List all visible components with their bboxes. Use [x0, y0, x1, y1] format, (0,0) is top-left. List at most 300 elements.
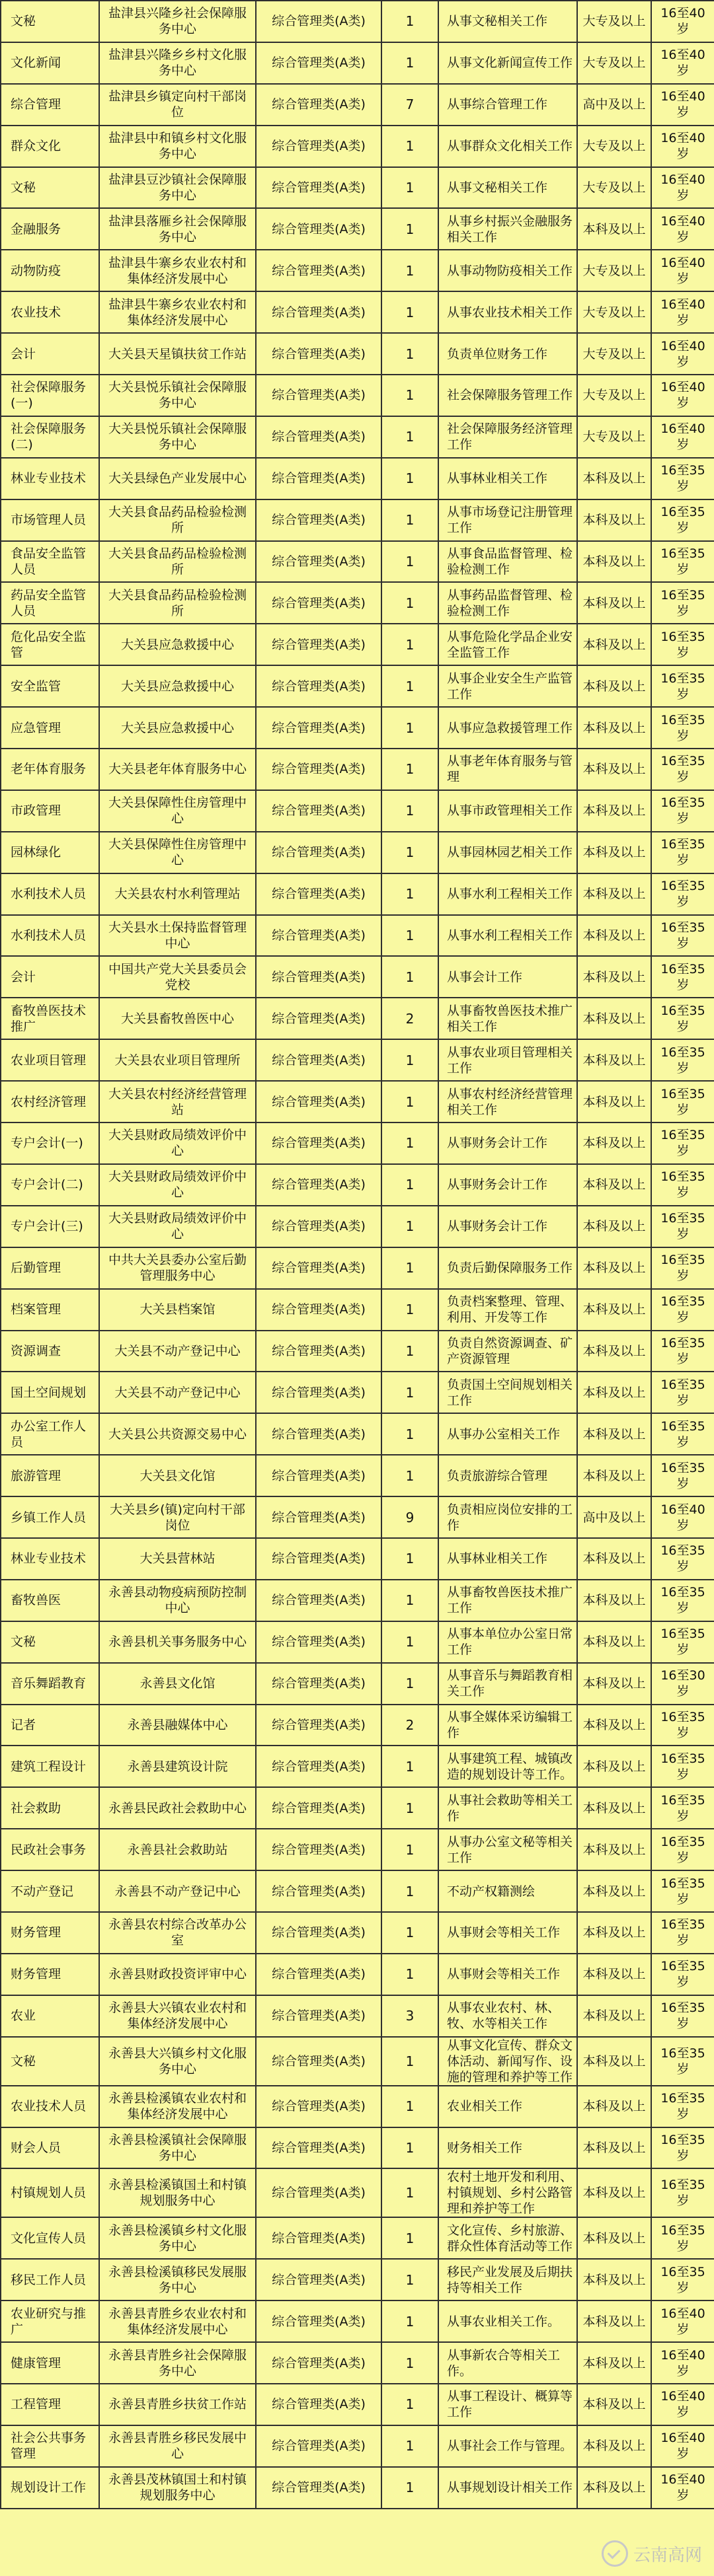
education-cell: 本科及以上	[577, 1663, 651, 1705]
education-cell: 本科及以上	[577, 749, 651, 790]
employer-cell: 永善县大兴镇农业农村和集体经济发展中心	[99, 1995, 256, 2037]
post-name-cell: 药品安全监管人员	[1, 582, 99, 624]
employer-cell: 盐津县落雁乡社会保障服务中心	[99, 208, 256, 250]
duties-cell: 从事应急救援管理工作	[438, 707, 577, 749]
age-range-cell: 16至35岁	[651, 956, 714, 998]
category-cell: 综合管理类(A类)	[256, 126, 381, 167]
duties-cell: 农村土地开发和利用、村镇规划、乡村公路管理和养护等工作	[438, 2168, 577, 2217]
headcount-cell: 2	[381, 1705, 438, 1746]
post-name-cell: 专户会计(三)	[1, 1206, 99, 1247]
headcount-cell: 1	[381, 291, 438, 333]
duties-cell: 从事文秘相关工作	[438, 167, 577, 209]
table-row	[1, 624, 714, 665]
table-row	[1, 582, 714, 624]
duties-cell: 从事文秘相关工作	[438, 1, 577, 42]
category-cell: 综合管理类(A类)	[256, 250, 381, 291]
headcount-cell: 1	[381, 1870, 438, 1912]
education-cell: 本科及以上	[577, 582, 651, 624]
employer-cell: 大关县应急救援中心	[99, 665, 256, 707]
employer-cell: 大关县保障性住房管理中心	[99, 832, 256, 873]
headcount-cell: 1	[381, 208, 438, 250]
headcount-cell: 1	[381, 1164, 438, 1206]
post-name-cell: 文秘	[1, 2037, 99, 2086]
age-range-cell: 16至40岁	[651, 2425, 714, 2467]
education-cell: 本科及以上	[577, 707, 651, 749]
headcount-cell: 1	[381, 2467, 438, 2509]
table-row	[1, 1870, 714, 1912]
headcount-cell: 1	[381, 2300, 438, 2342]
age-range-cell: 16至35岁	[651, 1247, 714, 1289]
table-row	[1, 1455, 714, 1496]
age-range-cell: 16至35岁	[651, 1206, 714, 1247]
post-name-cell: 农业技术	[1, 291, 99, 333]
age-range-cell: 16至35岁	[651, 2086, 714, 2127]
headcount-cell: 7	[381, 84, 438, 126]
education-cell: 本科及以上	[577, 2217, 651, 2259]
category-cell: 综合管理类(A类)	[256, 665, 381, 707]
employer-cell: 永善县不动产登记中心	[99, 1870, 256, 1912]
category-cell: 综合管理类(A类)	[256, 707, 381, 749]
post-name-cell: 林业专业技术	[1, 458, 99, 499]
duties-cell: 从事林业相关工作	[438, 458, 577, 499]
post-name-cell: 危化品安全监管	[1, 624, 99, 665]
post-name-cell: 社会保障服务(一)	[1, 375, 99, 416]
headcount-cell: 1	[381, 2384, 438, 2425]
post-name-cell: 社会公共事务管理	[1, 2425, 99, 2467]
duties-cell: 从事社会工作与管理。	[438, 2425, 577, 2467]
employer-cell: 永善县建筑设计院	[99, 1746, 256, 1787]
table-row	[1, 998, 714, 1039]
duties-cell: 从事财会等相关工作	[438, 1954, 577, 1995]
age-range-cell: 16至40岁	[651, 416, 714, 458]
post-name-cell: 文秘	[1, 1621, 99, 1663]
age-range-cell: 16至35岁	[651, 1289, 714, 1331]
post-name-cell: 综合管理	[1, 84, 99, 126]
employer-cell: 中共大关县委办公室后勤管理服务中心	[99, 1247, 256, 1289]
education-cell: 本科及以上	[577, 1870, 651, 1912]
headcount-cell: 1	[381, 832, 438, 873]
education-cell: 本科及以上	[577, 499, 651, 541]
category-cell: 综合管理类(A类)	[256, 42, 381, 84]
education-cell: 本科及以上	[577, 2259, 651, 2300]
headcount-cell: 1	[381, 873, 438, 915]
table-row	[1, 1413, 714, 1455]
category-cell: 综合管理类(A类)	[256, 1289, 381, 1331]
employer-cell: 大关县不动产登记中心	[99, 1372, 256, 1413]
education-cell: 本科及以上	[577, 208, 651, 250]
headcount-cell: 1	[381, 499, 438, 541]
headcount-cell: 1	[381, 333, 438, 375]
duties-cell: 从事综合管理工作	[438, 84, 577, 126]
table-row	[1, 1122, 714, 1164]
education-cell: 本科及以上	[577, 1372, 651, 1413]
education-cell: 本科及以上	[577, 2300, 651, 2342]
employer-cell: 永善县农村综合改革办公室	[99, 1912, 256, 1954]
headcount-cell: 1	[381, 1039, 438, 1081]
table-row	[1, 1331, 714, 1372]
age-range-cell: 16至35岁	[651, 1413, 714, 1455]
post-name-cell: 专户会计(二)	[1, 1164, 99, 1206]
education-cell: 本科及以上	[577, 2037, 651, 2086]
education-cell: 本科及以上	[577, 2127, 651, 2169]
duties-cell: 从事文化新闻宣传工作	[438, 42, 577, 84]
headcount-cell: 1	[381, 1122, 438, 1164]
employer-cell: 大关县食品药品检验检测所	[99, 499, 256, 541]
headcount-cell: 1	[381, 1, 438, 42]
education-cell: 大专及以上	[577, 375, 651, 416]
headcount-cell: 1	[381, 250, 438, 291]
duties-cell: 从事市政管理相关工作	[438, 790, 577, 832]
table-row	[1, 749, 714, 790]
category-cell: 综合管理类(A类)	[256, 1663, 381, 1705]
duties-cell: 从事园林园艺相关工作	[438, 832, 577, 873]
age-range-cell: 16至40岁	[651, 375, 714, 416]
duties-cell: 从事会计工作	[438, 956, 577, 998]
employer-cell: 盐津县兴隆乡社会保障服务中心	[99, 1, 256, 42]
headcount-cell: 1	[381, 2086, 438, 2127]
headcount-cell: 1	[381, 1829, 438, 1870]
category-cell: 综合管理类(A类)	[256, 2086, 381, 2127]
duties-cell: 负责相应岗位安排的工作	[438, 1496, 577, 1538]
category-cell: 综合管理类(A类)	[256, 1081, 381, 1122]
post-name-cell: 食品安全监管人员	[1, 541, 99, 583]
table-row	[1, 2425, 714, 2467]
education-cell: 本科及以上	[577, 1538, 651, 1580]
headcount-cell: 1	[381, 915, 438, 957]
category-cell: 综合管理类(A类)	[256, 749, 381, 790]
post-name-cell: 水利技术人员	[1, 915, 99, 957]
table-row	[1, 1954, 714, 1995]
table-row	[1, 1, 714, 42]
age-range-cell: 16至35岁	[651, 1580, 714, 1621]
employer-cell: 大关县文化馆	[99, 1455, 256, 1496]
education-cell: 本科及以上	[577, 1122, 651, 1164]
category-cell: 综合管理类(A类)	[256, 333, 381, 375]
watermark-text: 云南高网	[633, 2545, 702, 2565]
headcount-cell: 1	[381, 2127, 438, 2169]
age-range-cell: 16至30岁	[651, 1663, 714, 1705]
duties-cell: 从事新农合等相关工作。	[438, 2342, 577, 2384]
category-cell: 综合管理类(A类)	[256, 2217, 381, 2259]
table-row	[1, 1705, 714, 1746]
post-name-cell: 财务管理	[1, 1912, 99, 1954]
headcount-cell: 1	[381, 956, 438, 998]
employer-cell: 大关县绿色产业发展中心	[99, 458, 256, 499]
table-row	[1, 1081, 714, 1122]
education-cell: 本科及以上	[577, 1289, 651, 1331]
employer-cell: 永善县茂林镇国土和村镇规划服务中心	[99, 2467, 256, 2509]
education-cell: 本科及以上	[577, 2425, 651, 2467]
education-cell: 本科及以上	[577, 1455, 651, 1496]
duties-cell: 从事食品监督管理、检验检测工作	[438, 541, 577, 583]
age-range-cell: 16至35岁	[651, 541, 714, 583]
education-cell: 本科及以上	[577, 1995, 651, 2037]
employer-cell: 大关县财政局绩效评价中心	[99, 1122, 256, 1164]
category-cell: 综合管理类(A类)	[256, 1372, 381, 1413]
age-range-cell: 16至35岁	[651, 2217, 714, 2259]
duties-cell: 从事文化宣传、群众文体活动、新闻写作、设施的管理和养护等工作	[438, 2037, 577, 2086]
post-name-cell: 不动产登记	[1, 1870, 99, 1912]
category-cell: 综合管理类(A类)	[256, 499, 381, 541]
age-range-cell: 16至35岁	[651, 873, 714, 915]
age-range-cell: 16至40岁	[651, 2384, 714, 2425]
age-range-cell: 16至35岁	[651, 1870, 714, 1912]
headcount-cell: 1	[381, 1289, 438, 1331]
category-cell: 综合管理类(A类)	[256, 2342, 381, 2384]
employer-cell: 永善县青胜乡扶贫工作站	[99, 2384, 256, 2425]
category-cell: 综合管理类(A类)	[256, 1787, 381, 1829]
post-name-cell: 健康管理	[1, 2342, 99, 2384]
table-row	[1, 458, 714, 499]
post-name-cell: 安全监管	[1, 665, 99, 707]
post-name-cell: 农业项目管理	[1, 1039, 99, 1081]
employer-cell: 大关县不动产登记中心	[99, 1331, 256, 1372]
category-cell: 综合管理类(A类)	[256, 2425, 381, 2467]
headcount-cell: 1	[381, 1621, 438, 1663]
table-row	[1, 1787, 714, 1829]
education-cell: 本科及以上	[577, 1787, 651, 1829]
table-row	[1, 208, 714, 250]
age-range-cell: 16至35岁	[651, 2259, 714, 2300]
table-row	[1, 1289, 714, 1331]
duties-cell: 从事水利工程相关工作	[438, 873, 577, 915]
post-name-cell: 老年体育服务	[1, 749, 99, 790]
category-cell: 综合管理类(A类)	[256, 1829, 381, 1870]
category-cell: 综合管理类(A类)	[256, 291, 381, 333]
duties-cell: 从事农村经济经营管理相关工作	[438, 1081, 577, 1122]
education-cell: 大专及以上	[577, 42, 651, 84]
education-cell: 本科及以上	[577, 1039, 651, 1081]
table-row	[1, 1829, 714, 1870]
table-row	[1, 42, 714, 84]
duties-cell: 从事财务会计工作	[438, 1122, 577, 1164]
education-cell: 大专及以上	[577, 333, 651, 375]
headcount-cell: 1	[381, 1081, 438, 1122]
post-name-cell: 畜牧兽医技术推广	[1, 998, 99, 1039]
age-range-cell: 16至40岁	[651, 333, 714, 375]
education-cell: 大专及以上	[577, 291, 651, 333]
employer-cell: 大关县悦乐镇社会保障服务中心	[99, 416, 256, 458]
employer-cell: 永善县青胜乡移民发展中心	[99, 2425, 256, 2467]
table-row	[1, 1663, 714, 1705]
education-cell: 本科及以上	[577, 2467, 651, 2509]
table-row	[1, 2037, 714, 2086]
post-name-cell: 档案管理	[1, 1289, 99, 1331]
duties-cell: 文化宣传、乡村旅游、群众性体育活动等工作	[438, 2217, 577, 2259]
post-name-cell: 社会救助	[1, 1787, 99, 1829]
education-cell: 大专及以上	[577, 126, 651, 167]
employer-cell: 永善县青胜乡农业农村和集体经济发展中心	[99, 2300, 256, 2342]
duties-cell: 从事全媒体采访编辑工作	[438, 1705, 577, 1746]
table-row	[1, 790, 714, 832]
age-range-cell: 16至35岁	[651, 1787, 714, 1829]
education-cell: 本科及以上	[577, 1331, 651, 1372]
education-cell: 本科及以上	[577, 1705, 651, 1746]
headcount-cell: 1	[381, 2037, 438, 2086]
employer-cell: 大关县畜牧兽医中心	[99, 998, 256, 1039]
age-range-cell: 16至35岁	[651, 665, 714, 707]
table-row	[1, 167, 714, 209]
table-row	[1, 665, 714, 707]
employer-cell: 永善县检溪镇农业农村和集体经济发展中心	[99, 2086, 256, 2127]
age-range-cell: 16至35岁	[651, 1331, 714, 1372]
age-range-cell: 16至35岁	[651, 749, 714, 790]
headcount-cell: 1	[381, 1746, 438, 1787]
category-cell: 综合管理类(A类)	[256, 1496, 381, 1538]
category-cell: 综合管理类(A类)	[256, 1746, 381, 1787]
headcount-cell: 1	[381, 42, 438, 84]
age-range-cell: 16至40岁	[651, 2342, 714, 2384]
table-row	[1, 1621, 714, 1663]
employer-cell: 大关县营林站	[99, 1538, 256, 1580]
duties-cell: 从事办公室相关工作	[438, 1413, 577, 1455]
age-range-cell: 16至35岁	[651, 707, 714, 749]
post-name-cell: 资源调查	[1, 1331, 99, 1372]
education-cell: 本科及以上	[577, 1912, 651, 1954]
post-name-cell: 市场管理人员	[1, 499, 99, 541]
post-name-cell: 农业研究与推广	[1, 2300, 99, 2342]
category-cell: 综合管理类(A类)	[256, 1580, 381, 1621]
table-row	[1, 2384, 714, 2425]
headcount-cell: 1	[381, 1247, 438, 1289]
table-row	[1, 707, 714, 749]
employer-cell: 盐津县豆沙镇社会保障服务中心	[99, 167, 256, 209]
education-cell: 本科及以上	[577, 541, 651, 583]
headcount-cell: 1	[381, 707, 438, 749]
employer-cell: 大关县悦乐镇社会保障服务中心	[99, 375, 256, 416]
duties-cell: 从事农业项目管理相关工作	[438, 1039, 577, 1081]
post-name-cell: 群众文化	[1, 126, 99, 167]
headcount-cell: 1	[381, 1954, 438, 1995]
post-name-cell: 农业技术人员	[1, 2086, 99, 2127]
post-name-cell: 国土空间规划	[1, 1372, 99, 1413]
duties-cell: 从事企业安全生产监管工作	[438, 665, 577, 707]
headcount-cell: 1	[381, 2168, 438, 2217]
age-range-cell: 16至35岁	[651, 790, 714, 832]
age-range-cell: 16至35岁	[651, 1705, 714, 1746]
employer-cell: 永善县青胜乡社会保障服务中心	[99, 2342, 256, 2384]
employer-cell: 永善县检溪镇国土和村镇规划服务中心	[99, 2168, 256, 2217]
table-row	[1, 2259, 714, 2300]
table-row	[1, 250, 714, 291]
employer-cell: 大关县乡(镇)定向村干部岗位	[99, 1496, 256, 1538]
education-cell: 本科及以上	[577, 1829, 651, 1870]
employer-cell: 永善县财政投资评审中心	[99, 1954, 256, 1995]
age-range-cell: 16至40岁	[651, 250, 714, 291]
age-range-cell: 16至35岁	[651, 832, 714, 873]
education-cell: 本科及以上	[577, 2086, 651, 2127]
headcount-cell: 1	[381, 416, 438, 458]
duties-cell: 从事财务会计工作	[438, 1164, 577, 1206]
post-name-cell: 应急管理	[1, 707, 99, 749]
age-range-cell: 16至40岁	[651, 1, 714, 42]
category-cell: 综合管理类(A类)	[256, 1995, 381, 2037]
age-range-cell: 16至40岁	[651, 42, 714, 84]
education-cell: 本科及以上	[577, 873, 651, 915]
table-row	[1, 291, 714, 333]
post-name-cell: 专户会计(一)	[1, 1122, 99, 1164]
category-cell: 综合管理类(A类)	[256, 458, 381, 499]
category-cell: 综合管理类(A类)	[256, 873, 381, 915]
category-cell: 综合管理类(A类)	[256, 1039, 381, 1081]
category-cell: 综合管理类(A类)	[256, 167, 381, 209]
table-row	[1, 1580, 714, 1621]
table-row	[1, 84, 714, 126]
duties-cell: 从事办公室文秘等相关工作	[438, 1829, 577, 1870]
age-range-cell: 16至35岁	[651, 1372, 714, 1413]
headcount-cell: 1	[381, 1912, 438, 1954]
headcount-cell: 1	[381, 1580, 438, 1621]
employer-cell: 盐津县乡镇定向村干部岗位	[99, 84, 256, 126]
table-row	[1, 832, 714, 873]
category-cell: 综合管理类(A类)	[256, 1538, 381, 1580]
table-row	[1, 2127, 714, 2169]
table-row	[1, 1372, 714, 1413]
employer-cell: 大关县农村水利管理站	[99, 873, 256, 915]
duties-cell: 从事危险化学品企业安全监管工作	[438, 624, 577, 665]
age-range-cell: 16至40岁	[651, 208, 714, 250]
category-cell: 综合管理类(A类)	[256, 1, 381, 42]
employer-cell: 大关县食品药品检验检测所	[99, 582, 256, 624]
headcount-cell: 1	[381, 624, 438, 665]
headcount-cell: 3	[381, 1995, 438, 2037]
post-name-cell: 畜牧兽医	[1, 1580, 99, 1621]
age-range-cell: 16至35岁	[651, 915, 714, 957]
post-name-cell: 市政管理	[1, 790, 99, 832]
post-name-cell: 办公室工作人员	[1, 1413, 99, 1455]
table-row	[1, 915, 714, 957]
post-name-cell: 社会保障服务(二)	[1, 416, 99, 458]
post-name-cell: 财务管理	[1, 1954, 99, 1995]
duties-cell: 从事水利工程相关工作	[438, 915, 577, 957]
duties-cell: 从事规划设计相关工作	[438, 2467, 577, 2509]
table-row	[1, 416, 714, 458]
age-range-cell: 16至35岁	[651, 1954, 714, 1995]
employer-cell: 永善县机关事务服务中心	[99, 1621, 256, 1663]
table-row	[1, 1912, 714, 1954]
table-row	[1, 1206, 714, 1247]
headcount-cell: 1	[381, 1413, 438, 1455]
age-range-cell: 16至35岁	[651, 1746, 714, 1787]
age-range-cell: 16至35岁	[651, 2127, 714, 2169]
duties-cell: 从事音乐与舞蹈教育相关工作	[438, 1663, 577, 1705]
category-cell: 综合管理类(A类)	[256, 1455, 381, 1496]
duties-cell: 从事本单位办公室日常工作	[438, 1621, 577, 1663]
duties-cell: 农业相关工作	[438, 2086, 577, 2127]
headcount-cell: 9	[381, 1496, 438, 1538]
post-name-cell: 文秘	[1, 167, 99, 209]
duties-cell: 从事畜牧兽医技术推广相关工作	[438, 998, 577, 1039]
headcount-cell: 1	[381, 1331, 438, 1372]
duties-cell: 从事财务会计工作	[438, 1206, 577, 1247]
employer-cell: 永善县检溪镇移民发展服务中心	[99, 2259, 256, 2300]
post-name-cell: 水利技术人员	[1, 873, 99, 915]
duties-cell: 从事畜牧兽医技术推广工作	[438, 1580, 577, 1621]
category-cell: 综合管理类(A类)	[256, 541, 381, 583]
category-cell: 综合管理类(A类)	[256, 2168, 381, 2217]
category-cell: 综合管理类(A类)	[256, 84, 381, 126]
age-range-cell: 16至35岁	[651, 1538, 714, 1580]
education-cell: 本科及以上	[577, 1954, 651, 1995]
duties-cell: 负责后勤保障服务工作	[438, 1247, 577, 1289]
duties-cell: 从事林业相关工作	[438, 1538, 577, 1580]
employer-cell: 永善县文化馆	[99, 1663, 256, 1705]
education-cell: 本科及以上	[577, 624, 651, 665]
education-cell: 本科及以上	[577, 998, 651, 1039]
employer-cell: 大关县保障性住房管理中心	[99, 790, 256, 832]
age-range-cell: 16至35岁	[651, 1081, 714, 1122]
post-name-cell: 文秘	[1, 1, 99, 42]
